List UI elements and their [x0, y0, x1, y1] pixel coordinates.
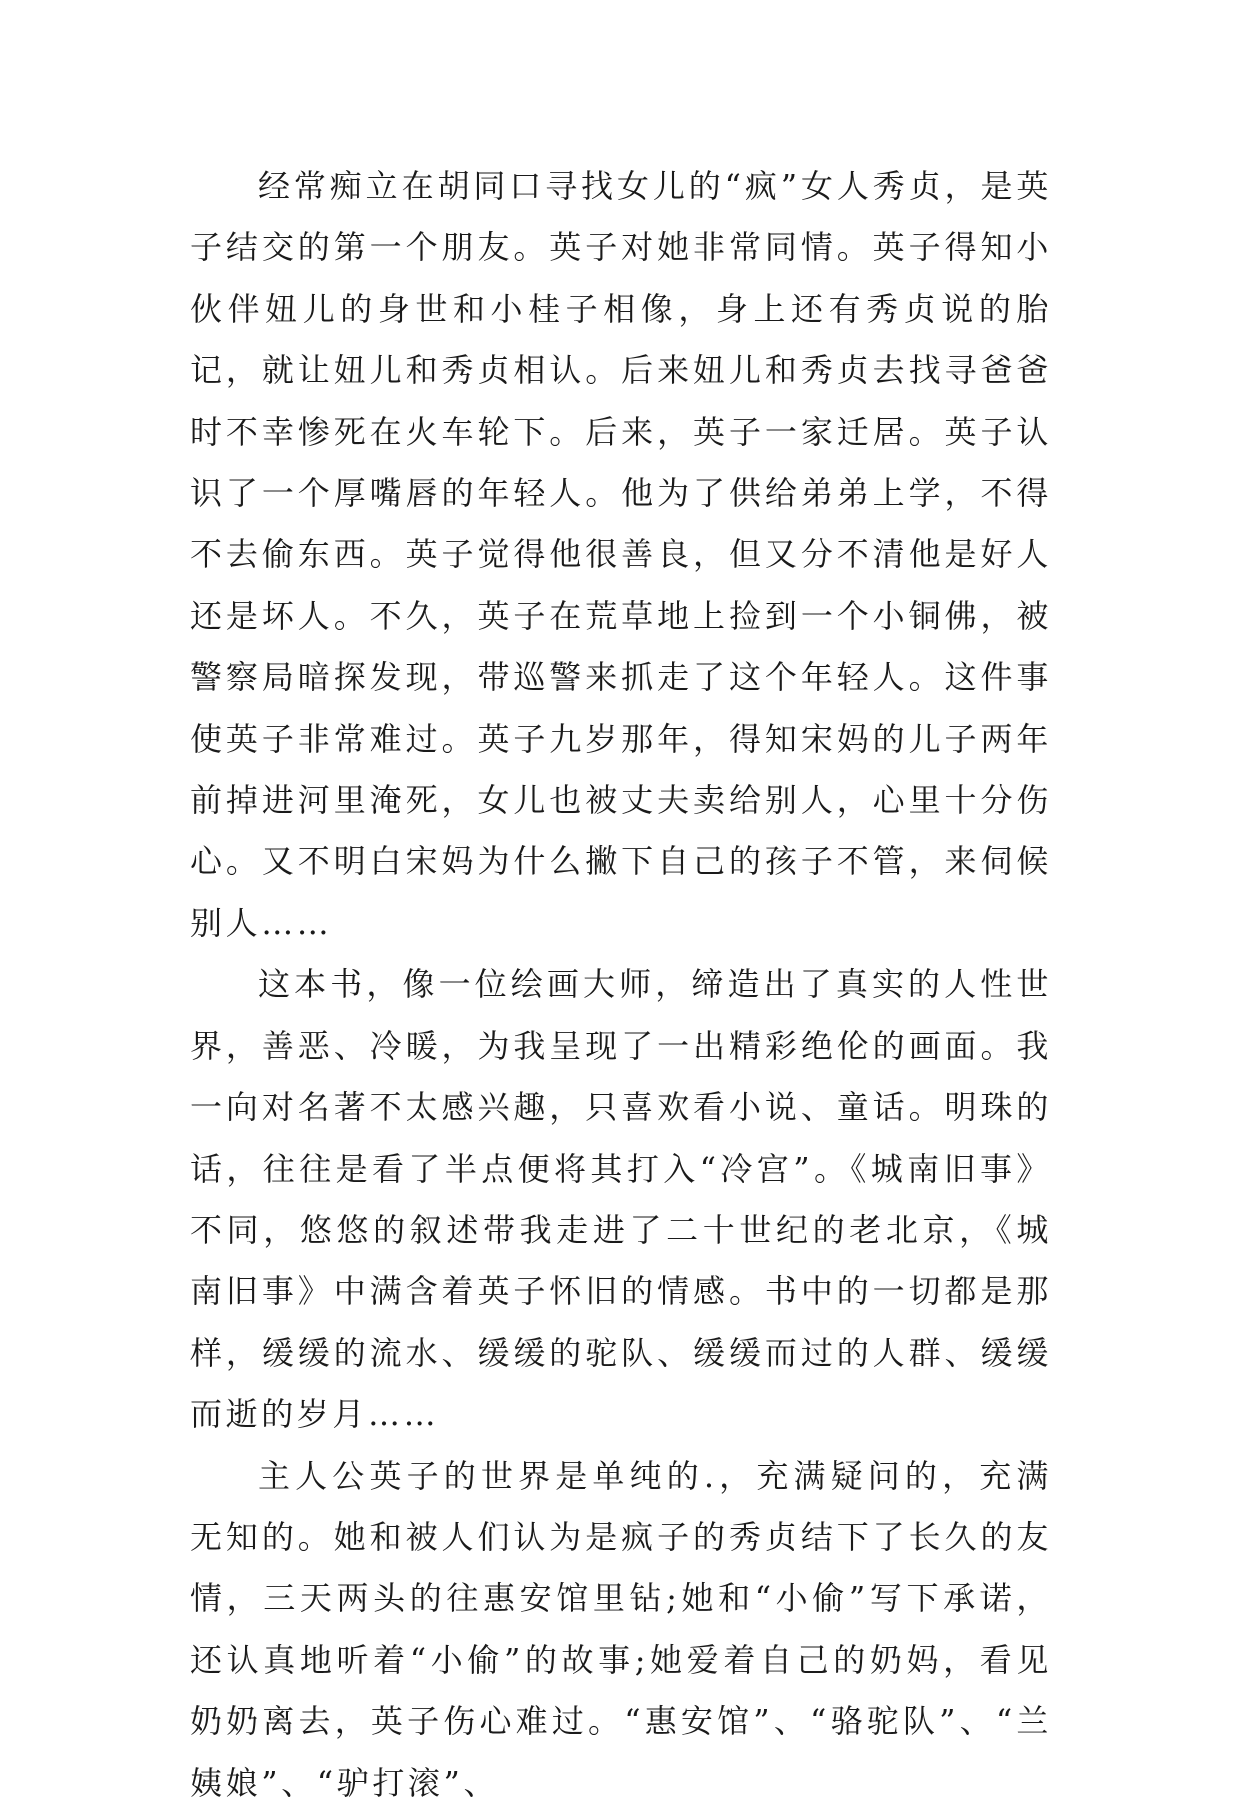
paragraph-1: 经常痴立在胡同口寻找女儿的“疯”女人秀贞，是英子结交的第一个朋友。英子对她非常同情。英子得知小伙伴妞儿的身世和小桂子相像，身上还有秀贞说的胎记，就让妞儿和秀贞相认。后来妞儿和秀贞去找寻爸爸时不幸惨死在火车轮下。后来，英子一家迁居。英子认识了一个厚嘴唇的年轻人。他为了供给弟弟上学，不得不去偷东西。英子觉得他很善良，但又分不清他是好人还是坏人。不久，英子在荒草地上捡到一个小铜佛，被警察局暗探发现，带巡警来抓走了这个年轻人。这件事使英子非常难过。英子九岁那年，得知宋妈的儿子两年前掉进河里淹死，女儿也被丈夫卖给别人，心里十分伤心。又不明白宋妈为什么撇下自己的孩子不管，来伺候别人……: [190, 167, 1052, 942]
paragraph-2: 这本书，像一位绘画大师，缔造出了真实的人性世界，善恶、冷暖，为我呈现了一出精彩绝伦的画面。我一向对名著不太感兴趣，只喜欢看小说、童话。明珠的话，往往是看了半点便将其打入“冷宫”。《城南旧事》不同，悠悠的叙述带我走进了二十世纪的老北京，《城南旧事》中满含着英子怀旧的情感。书中的一切都是那样，缓缓的流水、缓缓的驼队、缓缓而过的人群、缓缓而逝的岁月……: [190, 965, 1052, 1434]
document-body: [190, 156, 1052, 1814]
paragraph-3: 主人公英子的世界是单纯的.，充满疑问的，充满无知的。她和被人们认为是疯子的秀贞结下了长久的友情，三天两头的往惠安馆里钻;她和“小偷”写下承诺，还认真地听着“小偷”的故事;她爱着自己的奶妈，看见奶奶离去，英子伤心难过。“惠安馆”、“骆驼队”、“兰姨娘”、“驴打滚”、: [190, 1456, 1052, 1802]
